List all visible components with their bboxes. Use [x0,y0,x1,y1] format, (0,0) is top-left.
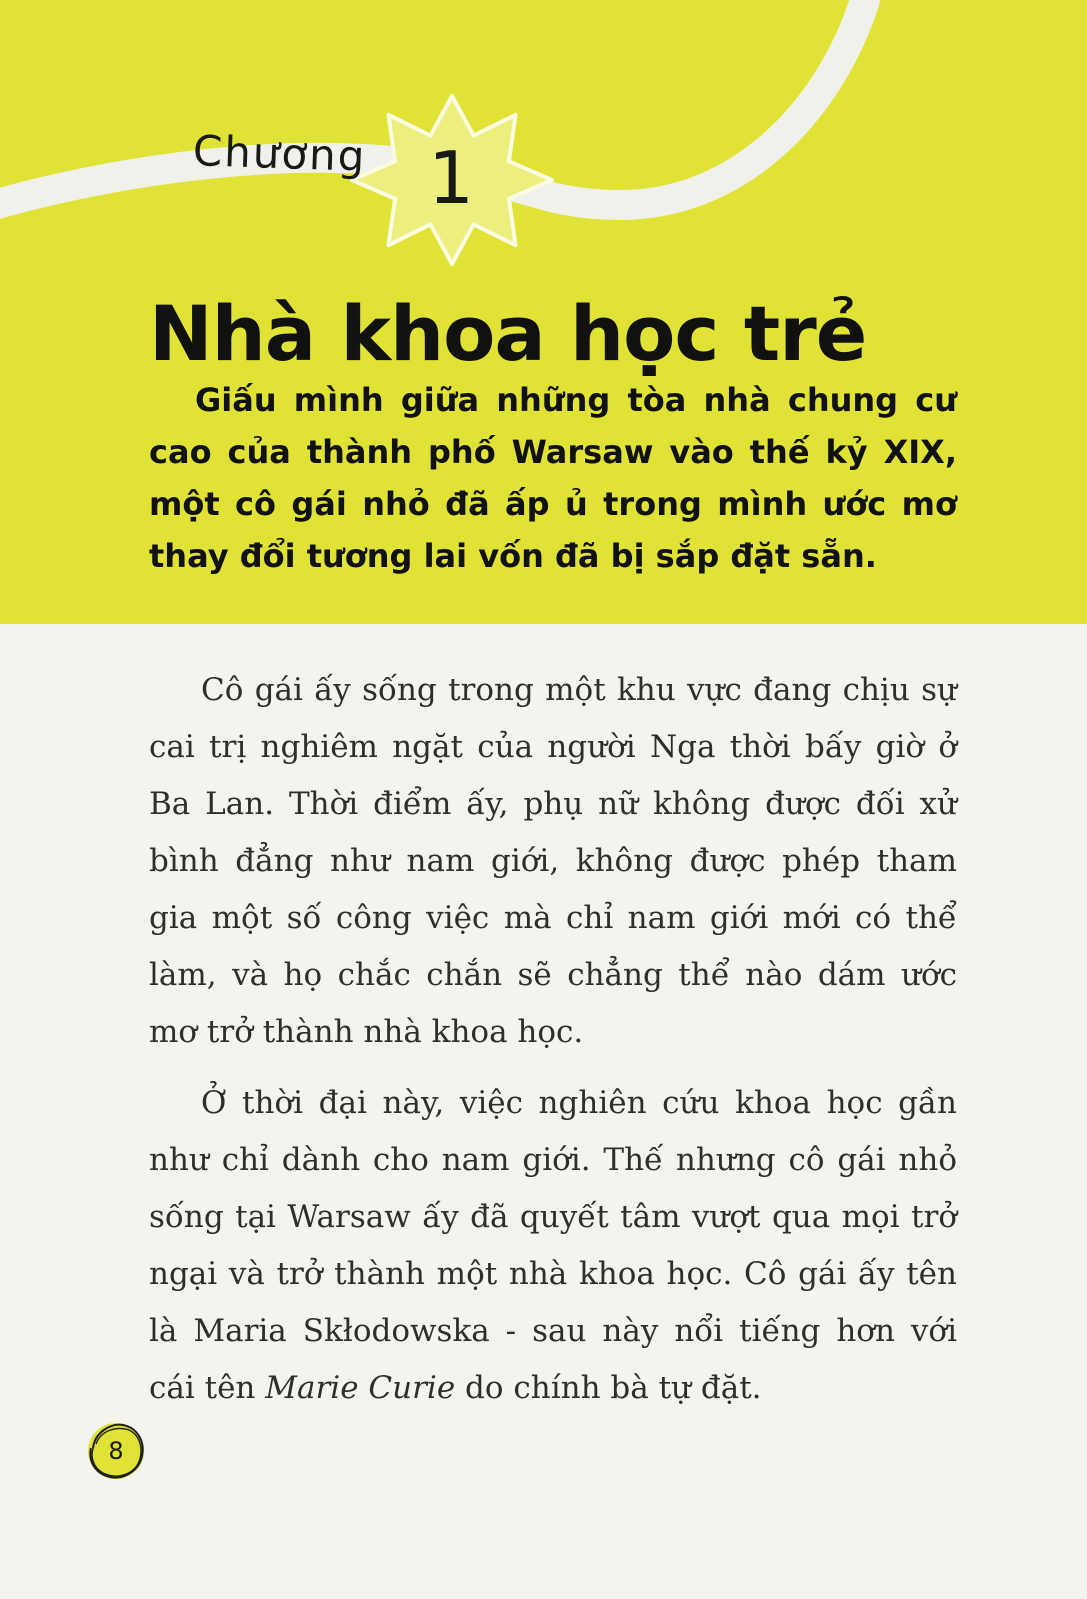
body-paragraph-2 [149,1075,957,1417]
paragraph-2-end: do chính bà tự đặt. [455,1370,762,1406]
chapter-header [0,0,1087,624]
page-number-badge [83,1418,149,1484]
chapter-number: 1 [428,136,474,220]
page-number: 8 [108,1437,124,1465]
chapter-intro: Giấu mình giữa những tòa nhà chung cư cao của thành phố Warsaw vào thế kỷ XIX, một cô gái nhỏ đã ấp ủ trong mình ước mơ thay đổi tương lai vốn đã bị sắp đặt sẵn. [149,381,957,575]
body-paragraph-1: Cô gái ấy sống trong một khu vực đang chịu sự cai trị nghiêm ngặt của người Nga thời bấy giờ ở Ba Lan. Thời điểm ấy, phụ nữ không được đối xử bình đẳng như nam giới, không được phép tham gia một số công việc mà chỉ nam giới mới có thể làm, và họ chắc chắn sẽ chẳng thể nào dám ước mơ trở thành nhà khoa học. [149,672,957,1050]
chapter-label: Chương [192,126,368,182]
chapter-title: Nhà khoa học trẻ [149,289,867,378]
paragraph-2-text: Ở thời đại này, việc nghiên cứu khoa học gần như chỉ dành cho nam giới. Thế nhưng cô gái nhỏ sống tại Warsaw ấy đã quyết tâm vượt qua mọi trở ngại và trở thành một nhà khoa học. Cô gái ấy tên là Maria Skłodowska - sau này nổi tiếng hơn với cái tên [149,1085,957,1406]
paragraph-2-italic-name: Marie Curie [265,1370,456,1406]
